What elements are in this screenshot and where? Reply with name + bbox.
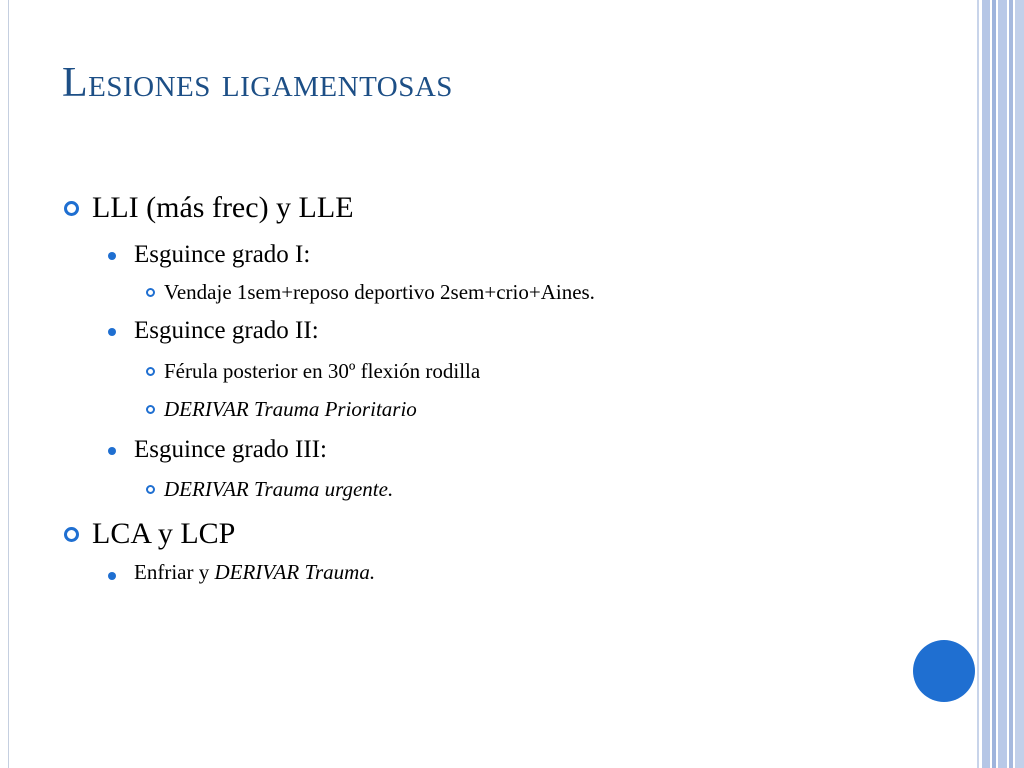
bullet-l1-text: LCA y LCP <box>92 517 236 550</box>
bullet-text-plain: Enfriar y <box>134 560 215 584</box>
ring-bullet-icon <box>146 288 155 297</box>
ring-bullet-icon <box>146 405 155 414</box>
bullet-l1-text: LLI (más frec) y LLE <box>92 191 354 224</box>
bullet-l3-text: Vendaje 1sem+reposo deportivo 2sem+crio+Aines. <box>164 280 595 304</box>
decor-stripe <box>1015 0 1024 768</box>
dot-bullet-icon <box>108 252 116 260</box>
bullet-l2-text: Esguince grado I: <box>134 241 311 268</box>
bullet-l2-text <box>134 562 375 583</box>
dot-bullet-icon <box>108 328 116 336</box>
ring-bullet-icon <box>64 201 79 216</box>
ring-bullet-icon <box>146 485 155 494</box>
dot-bullet-icon <box>108 447 116 455</box>
decor-stripe <box>998 0 1007 768</box>
bullet-l2-text: Esguince grado II: <box>134 317 319 344</box>
bullet-l3-text: Férula posterior en 30º flexión rodilla <box>164 359 481 383</box>
ring-bullet-icon <box>146 367 155 376</box>
bullet-l2-text: Esguince grado III: <box>134 436 327 463</box>
decor-stripe <box>977 0 979 768</box>
ring-bullet-icon <box>64 527 79 542</box>
bullet-text-italic: DERIVAR Trauma. <box>214 560 376 584</box>
decor-stripe <box>982 0 990 768</box>
bullet-l3-text: DERIVAR Trauma urgente. <box>164 477 394 501</box>
slide-frame-line <box>8 0 9 768</box>
slide-title: Lesiones ligamentosas <box>62 60 453 106</box>
bullet-l3-text: DERIVAR Trauma Prioritario <box>164 397 417 421</box>
decor-circle <box>913 640 975 702</box>
decor-stripe <box>1009 0 1013 768</box>
decor-stripe <box>992 0 996 768</box>
dot-bullet-icon <box>108 572 116 580</box>
